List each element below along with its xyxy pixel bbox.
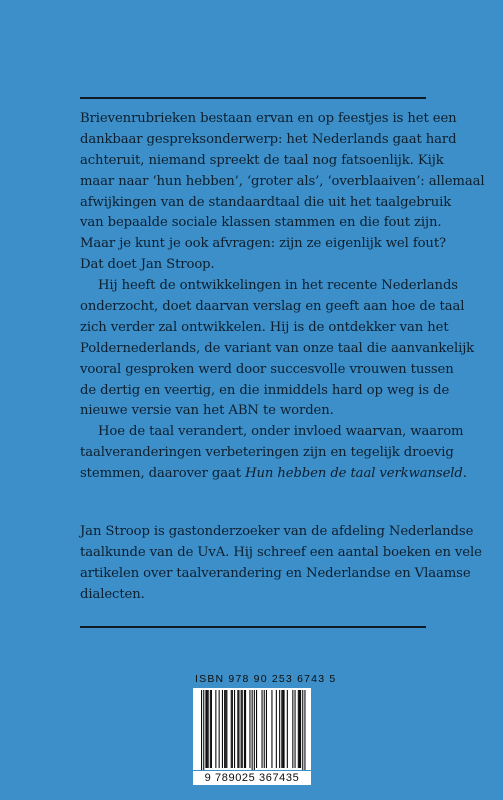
barcode-bar <box>219 690 220 768</box>
barcode-digits: 9 789025 367435 <box>193 771 311 785</box>
paragraph-1 <box>80 109 485 276</box>
paragraph-3-last-prefix: stemmen, daarover gaat <box>80 466 246 482</box>
barcode-bar <box>241 690 242 768</box>
barcode-bar <box>245 690 246 768</box>
barcode-bar <box>226 690 227 768</box>
paragraph-3-last-suffix: . <box>462 466 467 482</box>
text-line: artikelen over taalverandering en Nederlandse en Vlaamse <box>80 565 471 581</box>
barcode-bar <box>300 690 301 768</box>
barcode-bar <box>295 690 296 768</box>
barcode-bar <box>211 690 212 768</box>
barcode-bar <box>215 690 216 768</box>
barcode-bar <box>281 690 282 768</box>
text-line: dialecten. <box>80 586 145 602</box>
barcode-bar <box>249 690 250 768</box>
barcode-bar <box>238 690 239 768</box>
barcode-bar <box>234 690 235 768</box>
barcode-bar <box>244 690 245 768</box>
bottom-divider-rule <box>80 626 426 628</box>
text-line: Jan Stroop is gastonderzoeker van de afdeling Nederlandse <box>80 524 474 539</box>
text-line: onderzocht, doet daarvan verslag en geeft aan hoe de taal <box>80 299 465 315</box>
barcode-bar <box>208 690 209 768</box>
text-line: van bepaalde sociale klassen stammen en die fout zijn. <box>80 215 442 231</box>
text-line: Dat doet Jan Stroop. <box>80 257 215 273</box>
barcode-bar <box>298 690 299 768</box>
barcode-bar <box>304 690 305 770</box>
text-line: zich verder zal ontwikkelen. Hij is de ontdekker van het <box>80 319 449 335</box>
text-line: afwijkingen van de standaardtaal die uit het taalgebruik <box>80 194 452 210</box>
barcode-bar <box>205 690 206 768</box>
paragraph-3-last-line <box>80 464 467 485</box>
barcode-bar <box>254 690 255 770</box>
barcode-bars <box>193 688 311 770</box>
text-line: dankbaar gespreksonderwerp: het Nederlands gaat hard <box>80 131 457 147</box>
barcode-bar <box>231 690 232 768</box>
barcode-bar <box>232 690 233 768</box>
barcode-bar <box>284 690 285 768</box>
barcode-bar <box>242 690 243 768</box>
text-line: nieuwe versie van het ABN te worden. <box>80 403 334 419</box>
barcode-bar <box>252 690 253 770</box>
barcode-bar <box>271 690 272 768</box>
barcode-bar <box>302 690 303 770</box>
text-line: vooral gesproken werd door succesvolle vrouwen tussen <box>80 361 454 377</box>
barcode-bar <box>287 690 288 768</box>
isbn-label: ISBN 978 90 253 6743 5 <box>195 673 337 685</box>
paragraph-2 <box>80 276 475 422</box>
barcode-bar <box>222 690 223 768</box>
text-line: Brievenrubrieken bestaan ervan en op feestjes is het een <box>80 111 457 126</box>
barcode-bar <box>224 690 225 768</box>
barcode-bar <box>266 690 267 768</box>
barcode-bar <box>264 690 265 768</box>
author-bio <box>80 522 482 606</box>
text-line: taalkunde van de UvA. Hij schreef een aantal boeken en vele <box>80 544 482 560</box>
barcode <box>193 688 311 770</box>
barcode-bar <box>276 690 277 768</box>
barcode-bar <box>299 690 300 768</box>
barcode-bar <box>225 690 226 768</box>
text-line: taalveranderingen verbeteringen zijn en tegelijk droevig <box>80 445 454 461</box>
barcode-bar <box>201 690 202 770</box>
barcode-bar <box>282 690 283 768</box>
barcode-bar <box>210 690 211 768</box>
paragraph-3 <box>80 422 467 485</box>
blurb-text <box>80 109 485 485</box>
barcode-bar <box>292 690 293 768</box>
barcode-bar <box>207 690 208 768</box>
text-line: Hoe de taal verandert, onder invloed waarvan, waarom <box>98 424 464 440</box>
text-line: Poldernederlands, de variant van onze taal die aanvankelijk <box>80 340 475 356</box>
barcode-bar <box>256 690 257 768</box>
text-line: achteruit, niemand spreekt de taal nog fatsoenlijk. Kijk <box>80 152 444 168</box>
text-line: Maar je kunt je ook afvragen: zijn ze eigenlijk wel fout? <box>80 236 446 252</box>
text-line: de dertig en veertig, en die inmiddels hard op weg is de <box>80 382 450 398</box>
barcode-bar <box>279 690 280 768</box>
barcode-bar <box>203 690 204 770</box>
barcode-bar <box>262 690 263 768</box>
text-line: maar naar ‘hun hebben’, ‘groter als’, ‘overblaaiven’: allemaal <box>80 173 485 189</box>
barcode-bar <box>237 690 238 768</box>
book-title: Hun hebben de taal verkwanseld <box>245 466 463 482</box>
text-line: Hij heeft de ontwikkelingen in het recente Nederlands <box>98 278 458 294</box>
top-divider-rule <box>80 97 426 99</box>
